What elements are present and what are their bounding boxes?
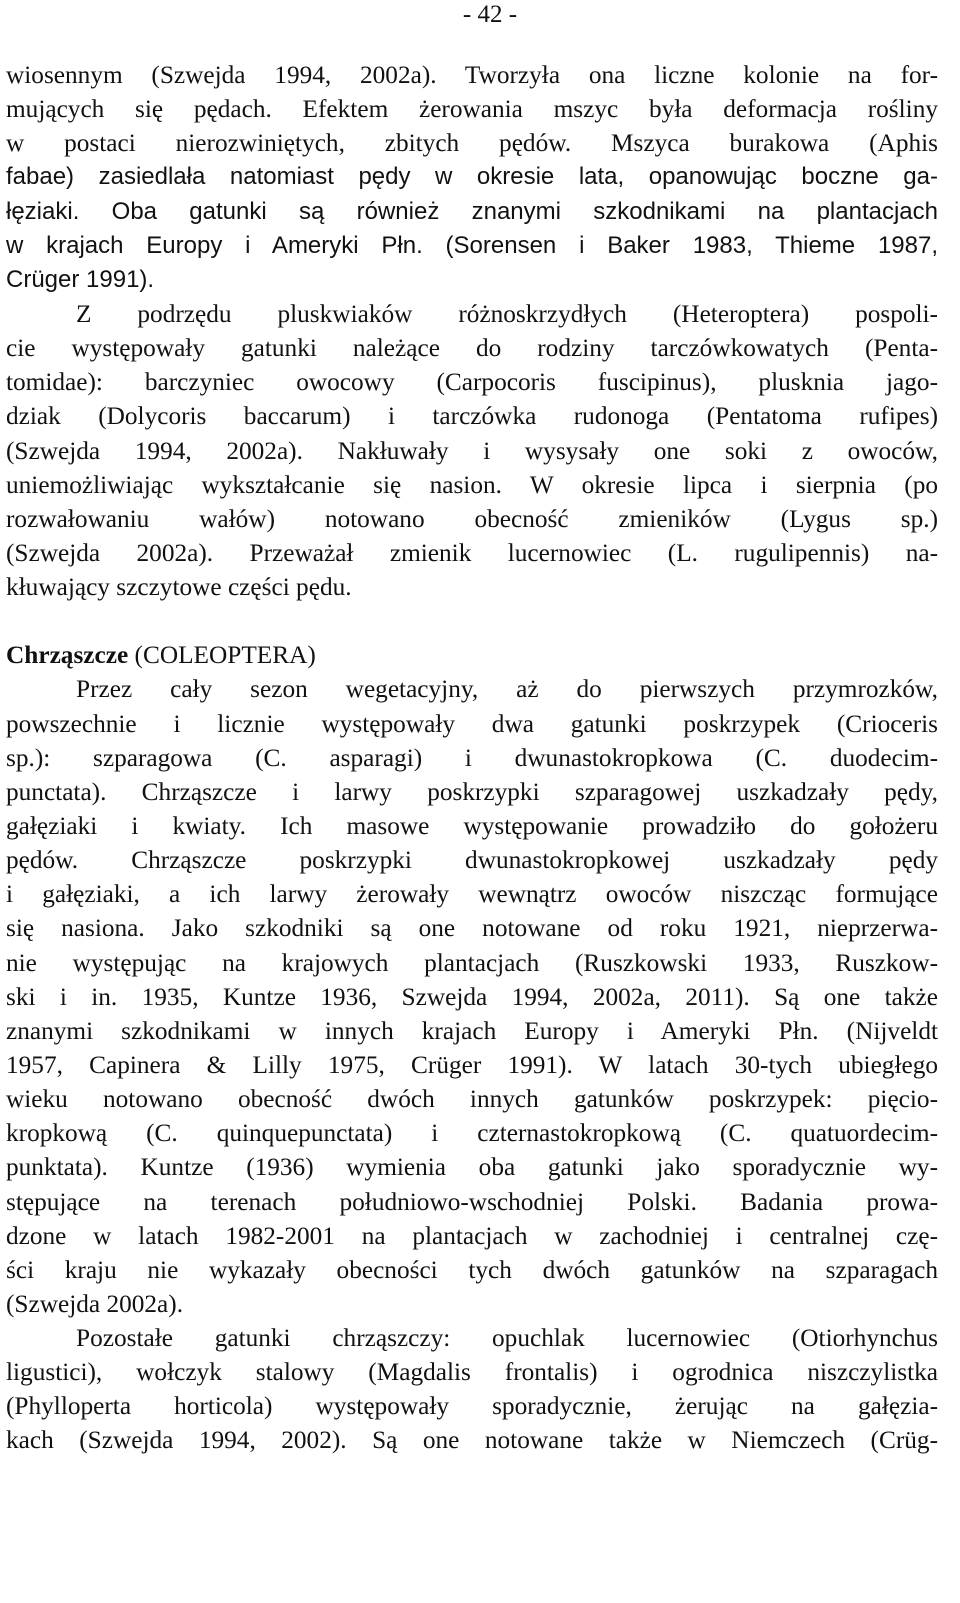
text-line: (Szwejda 2002a). Przeważał zmienik lucernowiec (L. rugulipennis) na- (6, 538, 938, 567)
text-line: kropkową (C. quinquepunctata) i czternastokropkową (C. quatuordecim- (6, 1119, 938, 1148)
text-line: rozwałowaniu wałów) notowano obecność zmieników (Lygus sp.) (6, 504, 938, 533)
text-line: powszechnie i licznie występowały dwa gatunki poskrzypek (Crioceris (6, 709, 938, 738)
text-line: w postaci nierozwiniętych, zbitych pędów. Mszyca burakowa (Aphis (6, 129, 938, 158)
text-line: kłuwający szczytowe części pędu. (6, 573, 352, 602)
text-line: tomidae): barczyniec owocowy (Carpocoris fuscipinus), plusknia jago- (6, 368, 938, 397)
text-line: 1957, Capinera & Lilly 1975, Crüger 1991). W latach 30-tych ubiegłego (6, 1050, 938, 1079)
text-line: znanymi szkodnikami w innych krajach Europy i Ameryki Płn. (Nijveldt (6, 1016, 938, 1045)
page-number: - 42 - (462, 1, 518, 28)
text-line: Pozostałe gatunki chrząszczy: opuchlak lucernowiec (Otiorhynchus (76, 1324, 938, 1353)
paragraph-spacer (6, 604, 938, 638)
paragraph-crioceris (6, 672, 938, 1321)
text-line: łęziaki. Oba gatunki są również znanymi szkodnikami na plantacjach (6, 197, 938, 225)
text-line: kach (Szwejda 1994, 2002). Są one notowane także w Niemczech (Crüg- (6, 1426, 938, 1455)
text-line: (Phylloperta horticola) występowały sporadycznie, żerując na gałęzia- (6, 1392, 938, 1421)
text-line: gałęziaki i kwiaty. Ich masowe występowanie prowadziło do gołożeru (6, 811, 938, 840)
text-line: punktata). Kuntze (1936) wymienia oba gatunki jako sporadycznie wy- (6, 1153, 938, 1182)
text-line: ści kraju nie wykazały obecności tych dwóch gatunków na szparagach (6, 1255, 938, 1284)
text-line: mujących się pędach. Efektem żerowania mszyc była deformacja rośliny (6, 95, 938, 124)
heading-bold: Chrząszcze (6, 641, 129, 670)
text-line: dziak (Dolycoris baccarum) i tarczówka rudonoga (Pentatoma rufipes) (6, 402, 938, 431)
text-line: uniemożliwiając wykształcanie się nasion. W okresie lipca i sierpnia (po (6, 470, 938, 499)
heading-close: ) (307, 641, 316, 670)
text-line: sp.): szparagowa (C. asparagi) i dwunastokropkowa (C. duodecim- (6, 743, 938, 772)
paragraph-other-beetles (6, 1321, 938, 1458)
text-line: dzone w latach 1982-2001 na plantacjach w zachodniej i centralnej czę- (6, 1221, 938, 1250)
text-line: stępujące na terenach południowo-wschodniej Polski. Badania prowa- (6, 1187, 938, 1216)
text-line: nie występując na krajowych plantacjach (Ruszkowski 1933, Ruszkow- (6, 948, 938, 977)
heading-open: (C (128, 641, 160, 670)
paragraph-heteroptera (6, 297, 938, 604)
text-line: (Szwejda 2002a). (6, 1289, 184, 1318)
text-line: się nasiona. Jako szkodniki są one notowane od roku 1921, nieprzerwa- (6, 914, 938, 943)
text-line: pędów. Chrząszcze poskrzypki dwunastokropkowej uszkadzały pędy (6, 846, 938, 875)
section-heading-coleoptera (6, 638, 938, 672)
text-line: (Szwejda 1994, 2002a). Nakłuwały i wysysały one soki z owoców, (6, 436, 938, 465)
text-line: wiosennym (Szwejda 1994, 2002a). Tworzyła ona liczne kolonie na for- (6, 61, 938, 89)
text-line: cie występowały gatunki należące do rodziny tarczówkowatych (Penta- (6, 334, 938, 363)
text-line: Crüger 1991). (6, 265, 155, 293)
heading-smallcaps: OLEOPTERA (159, 641, 308, 670)
text-line: w krajach Europy i Ameryki Płn. (Sorensen i Baker 1983, Thieme 1987, (6, 231, 938, 259)
text-line: wieku notowano obecność dwóch innych gatunków poskrzypek: pięcio- (6, 1085, 938, 1114)
body-text (6, 58, 938, 1458)
text-line: ligustici), wołczyk stalowy (Magdalis frontalis) i ogrodnica niszczylistka (6, 1358, 938, 1387)
text-line: Przez cały sezon wegetacyjny, aż do pierwszych przymrozków, (76, 675, 938, 704)
text-line: Z podrzędu pluskwiaków różnoskrzydłych (Heteroptera) pospoli- (76, 299, 938, 328)
text-line: i gałęziaki, a ich larwy żerowały wewnątrz owoców niszcząc formujące (6, 880, 938, 909)
text-line: fabae) zasiedlała natomiast pędy w okresie lata, opanowując boczne ga- (6, 163, 938, 191)
text-line: ski i in. 1935, Kuntze 1936, Szwejda 1994, 2002a, 2011). Są one także (6, 982, 938, 1011)
paragraph-aphids (6, 58, 938, 297)
text-line: punctata). Chrząszcze i larwy poskrzypki szparagowej uszkadzały pędy, (6, 777, 938, 806)
